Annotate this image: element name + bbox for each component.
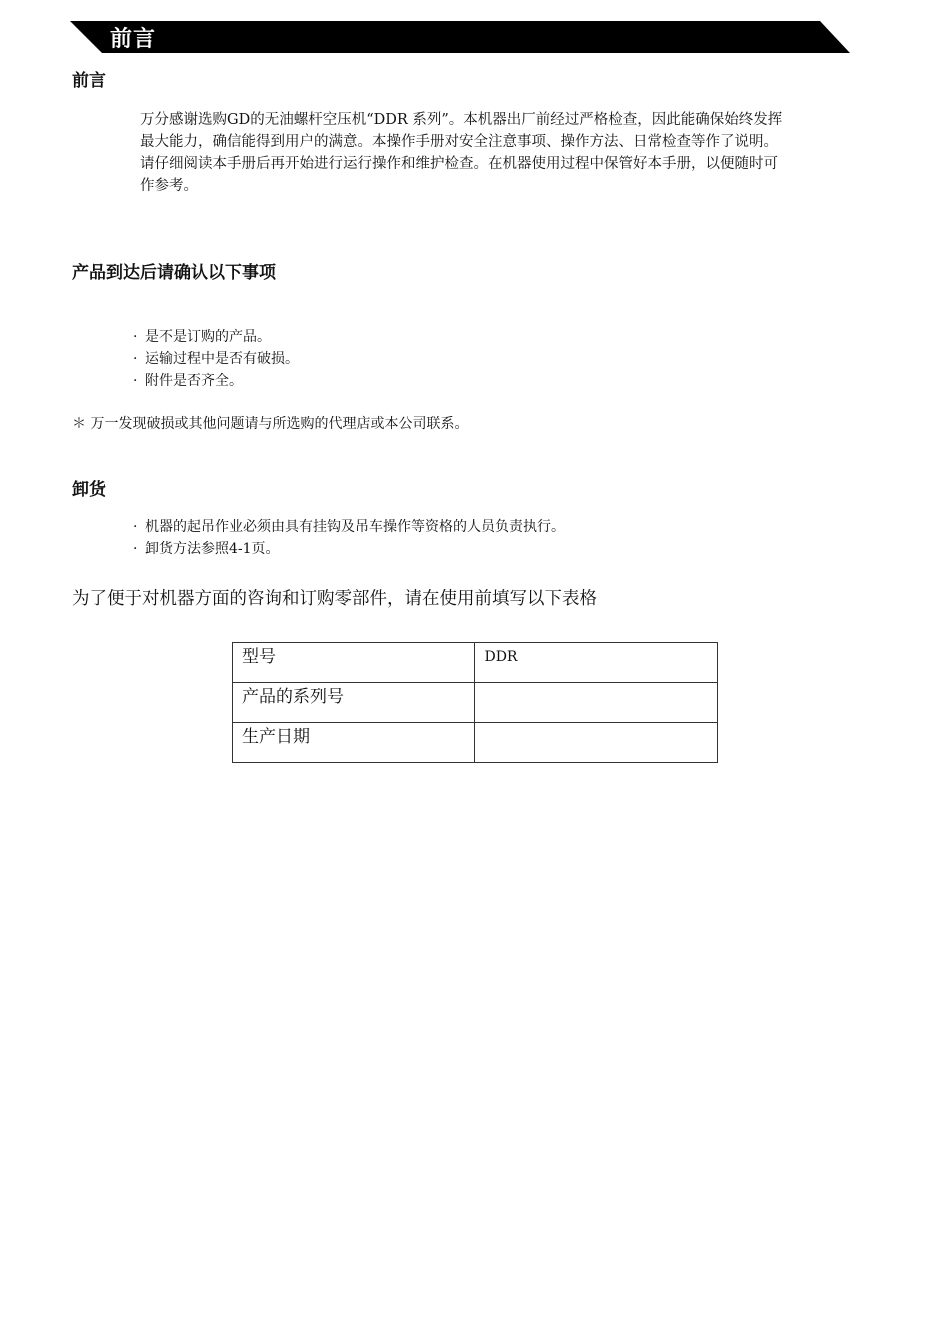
list-item-text: 是不是订购的产品。 <box>145 329 271 345</box>
bullet-icon: · <box>133 351 138 367</box>
bullet-icon: · <box>133 519 138 535</box>
list-item <box>133 370 299 392</box>
list-item-text: 卸货方法参照4-1页。 <box>145 541 280 557</box>
list-item <box>133 516 565 538</box>
bullet-icon: · <box>133 329 138 345</box>
list-item-text: 附件是否齐全。 <box>145 373 243 389</box>
model-label: 型号 <box>233 643 475 683</box>
serial-number-label: 产品的系列号 <box>233 683 475 723</box>
production-date-label: 生产日期 <box>233 723 475 763</box>
unloading-heading: 卸货 <box>72 480 106 500</box>
arrival-note: ＊ 万一发现破损或其他问题请与所选购的代理店或本公司联系。 <box>72 416 469 432</box>
banner-title: 前言 <box>110 27 157 52</box>
unloading-list <box>133 516 565 560</box>
list-item <box>133 326 299 348</box>
bullet-icon: · <box>133 541 138 557</box>
serial-number-value[interactable] <box>475 683 718 723</box>
preface-line: 万分感谢选购GD的无油螺杆空压机“DDR 系列”。本机器出厂前经过严格检查，因此能确保始终发挥 <box>140 112 783 128</box>
form-prompt: 为了便于对机器方面的咨询和订购零部件，请在使用前填写以下表格 <box>72 589 597 609</box>
table-row <box>233 683 718 723</box>
production-date-value[interactable] <box>475 723 718 763</box>
product-info-table <box>232 642 718 763</box>
list-item-text: 机器的起吊作业必须由具有挂钩及吊车操作等资格的人员负责执行。 <box>145 519 565 535</box>
list-item <box>133 348 299 370</box>
bullet-icon: · <box>133 373 138 389</box>
preface-heading: 前言 <box>72 71 106 91</box>
preface-line: 最大能力，确信能得到用户的满意。本操作手册对安全注意事项、操作方法、日常检查等作了说明。 <box>140 134 778 150</box>
banner-shape <box>70 21 850 53</box>
table-row <box>233 723 718 763</box>
model-value[interactable]: DDR <box>475 643 718 683</box>
preface-line: 请仔细阅读本手册后再开始进行运行操作和维护检查。在机器使用过程中保管好本手册，以便随时可 <box>140 156 778 172</box>
chapter-banner <box>70 21 850 53</box>
list-item-text: 运输过程中是否有破损。 <box>145 351 299 367</box>
list-item <box>133 538 565 560</box>
arrival-checklist <box>133 326 299 392</box>
arrival-heading: 产品到达后请确认以下事项 <box>72 263 276 283</box>
preface-paragraph <box>140 109 885 197</box>
table-row <box>233 643 718 683</box>
preface-line: 作参考。 <box>140 178 198 194</box>
